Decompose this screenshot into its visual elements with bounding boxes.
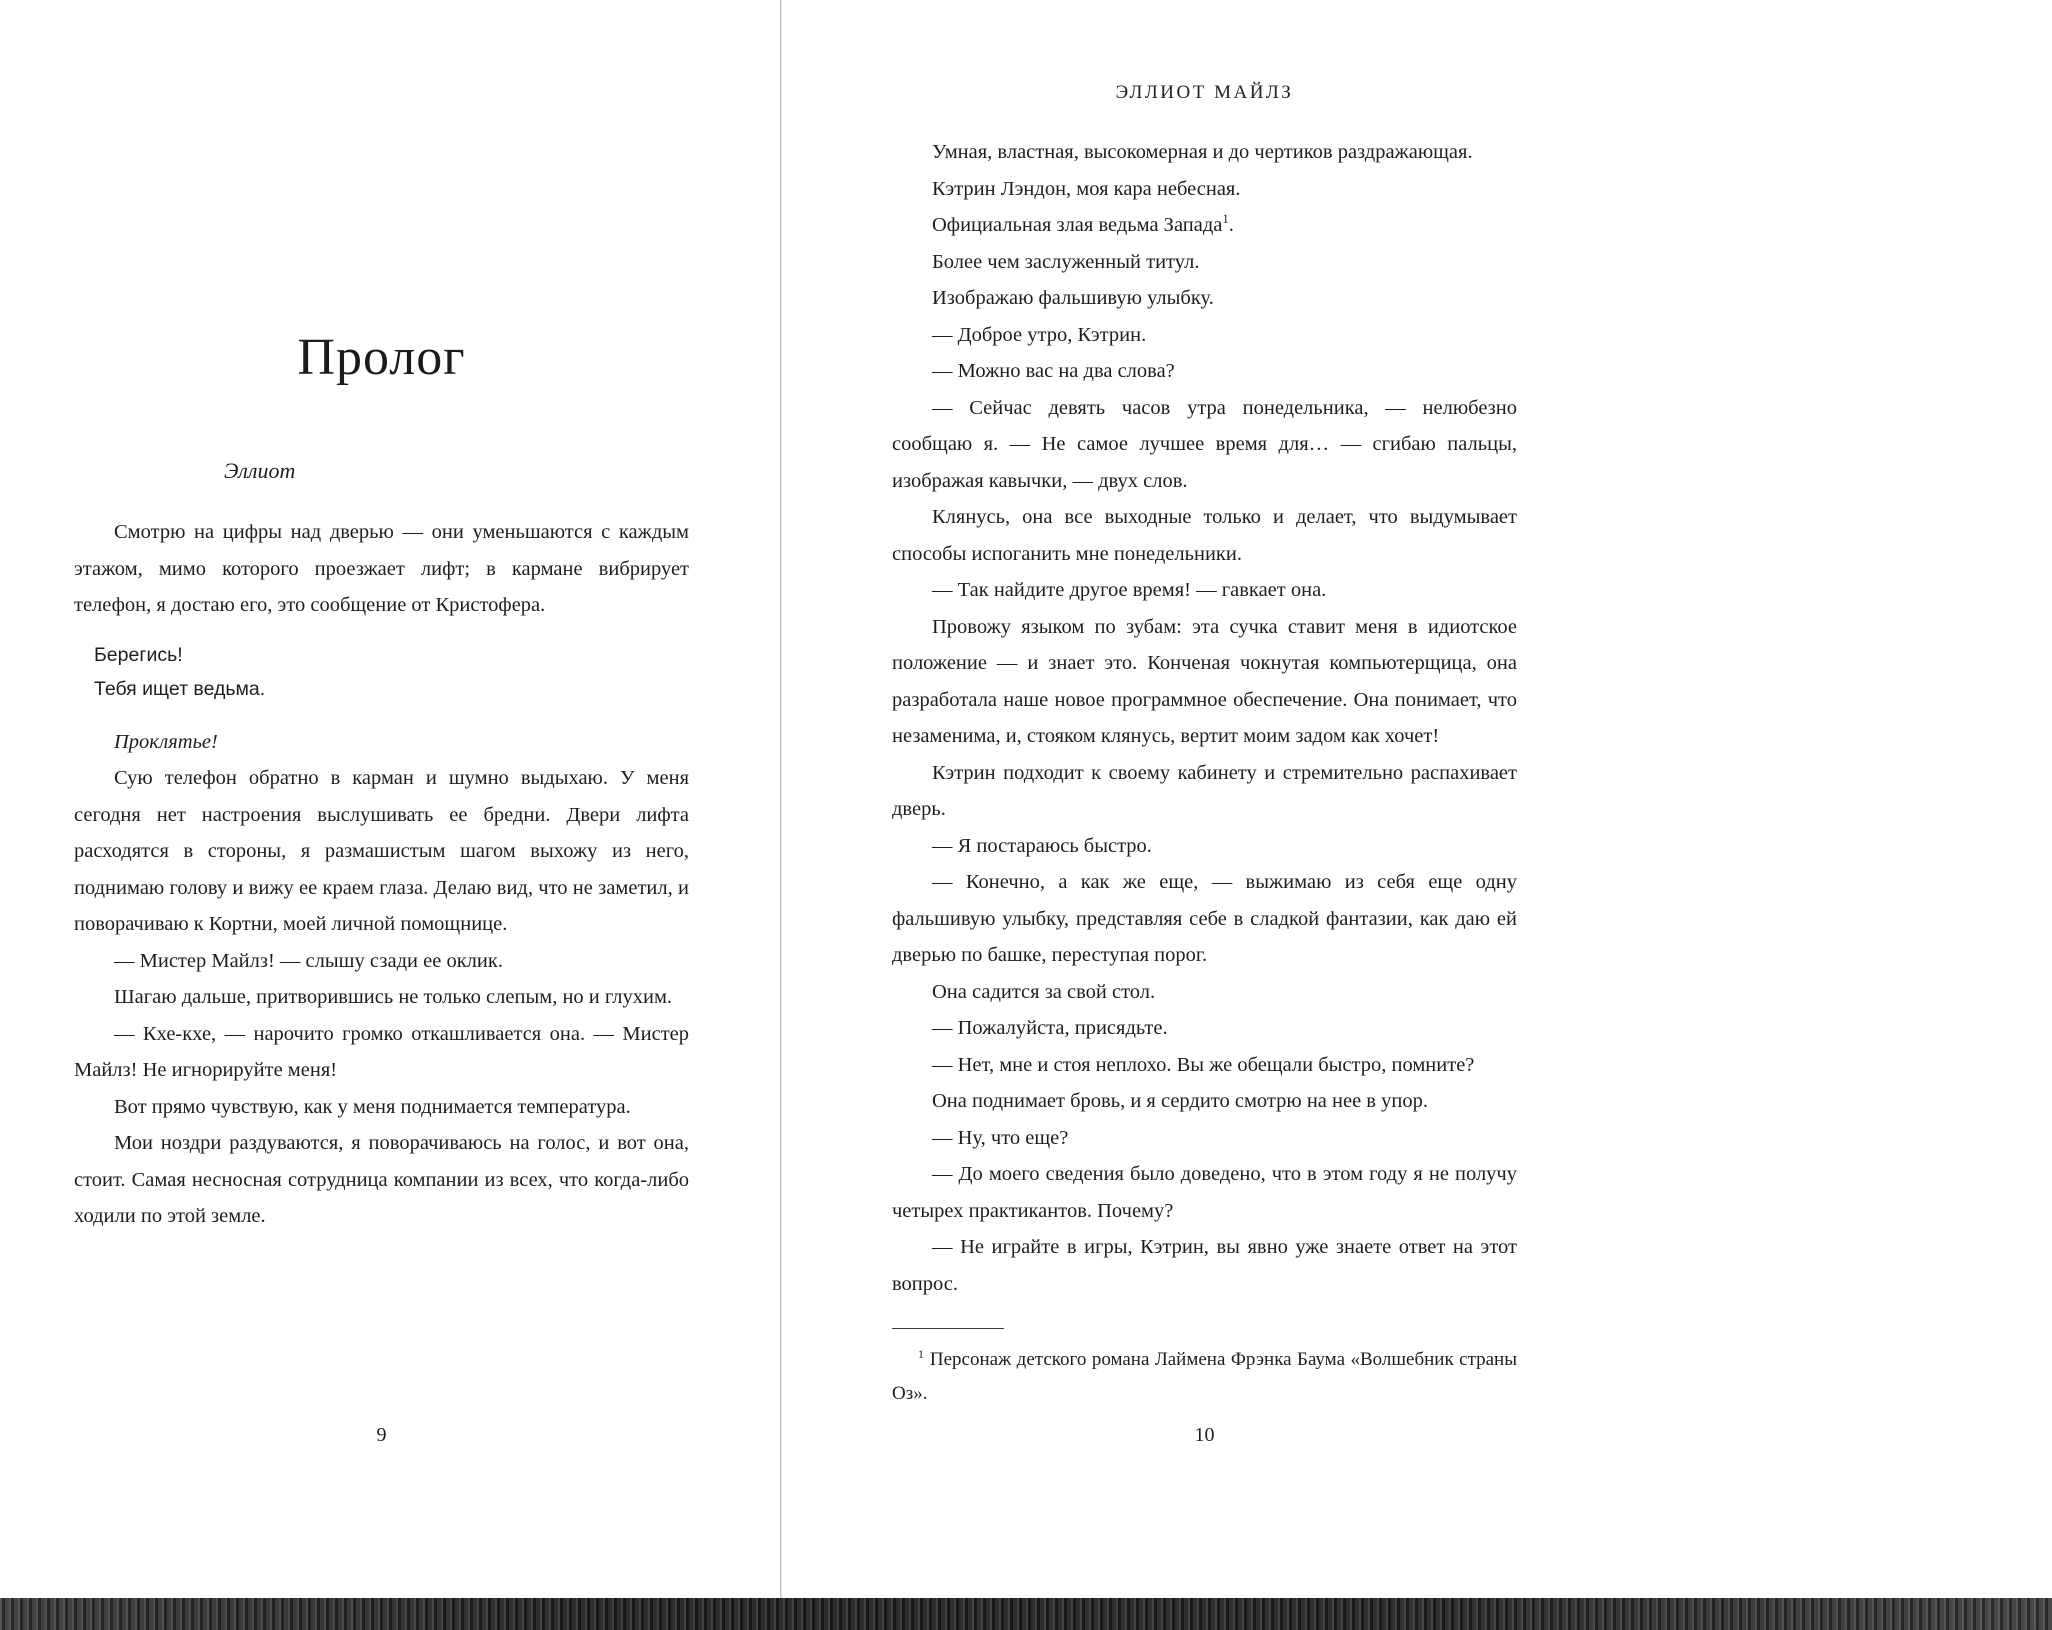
sms-message-block <box>94 638 689 706</box>
paragraph: — Доброе утро, Кэтрин. <box>932 323 1147 346</box>
paragraph: Кэтрин подходит к своему кабинету и стремительно распахивает дверь. <box>892 761 1517 820</box>
paragraph-text: . <box>1228 214 1234 236</box>
footnote-divider <box>892 1328 1004 1329</box>
footnote-text <box>892 1343 1517 1411</box>
paragraph: — Сейчас девять часов утра понедельника, — нелюбезно сообщаю я. — Не самое лучшее время для… — сгибаю пальцы, изображая кавычки, — двух слов. <box>892 396 1517 492</box>
paragraph: Она поднимает бровь, и я сердито смотрю на нее в упор. <box>932 1090 1428 1112</box>
paragraph-text: Официальная злая ведьма Запада <box>932 214 1223 236</box>
paragraph: Умная, властная, высокомерная и до чертиков раздражающая. <box>932 141 1473 163</box>
footnote <box>892 1328 1517 1411</box>
paragraph: Шагаю дальше, притворившись не только слепым, но и глухим. <box>114 986 673 1008</box>
right-page <box>892 0 1517 1598</box>
paragraph: — Нет, мне и стоя неплохо. Вы же обещали быстро, помните? <box>932 1053 1475 1076</box>
page-number: 10 <box>1194 1424 1215 1446</box>
paragraph: Кэтрин Лэндон, моя кара небесная. <box>932 177 1241 200</box>
chapter-subtitle: Эллиот <box>224 458 296 483</box>
footnote-reference: 1 <box>1222 212 1229 227</box>
left-page <box>74 0 689 1598</box>
paragraph: — Пожалуйста, присядьте. <box>932 1017 1168 1039</box>
paragraph: — Ну, что еще? <box>932 1126 1069 1149</box>
paragraph: — Так найдите другое время! — гавкает она. <box>932 579 1327 601</box>
paragraph: Она садится за свой стол. <box>932 980 1156 1003</box>
paragraph: Клянусь, она все выходные только и делает, что выдумывает способы испоганить мне понедельники. <box>892 506 1517 565</box>
paragraph: — Конечно, а как же еще, — выжимаю из себя еще одну фальшивую улыбку, представляя себе в сладкой фантазии, как даю ей дверью по башке, переступая порог. <box>892 871 1517 966</box>
paragraph: — Не играйте в игры, Кэтрин, вы явно уже знаете ответ на этот вопрос. <box>892 1236 1517 1295</box>
paragraph: — Мистер Майлз! — слышу сзади ее оклик. <box>114 949 503 972</box>
running-header: ЭЛЛИОТ МАЙЛЗ <box>1115 82 1294 103</box>
footnote-body: Персонаж детского романа Лаймена Фрэнка Баума «Волшебник страны Оз». <box>892 1349 1517 1404</box>
page-divider <box>780 0 782 1600</box>
paragraph: Сую телефон обратно в карман и шумно выдыхаю. У меня сегодня нет настроения выслушивать ее бредни. Двери лифта расходятся в стороны, я размашистым шагом выхожу из него, поднимаю голову и вижу ее краем глаза. Делаю вид, что не заметил, и поворачиваю к Кортни, моей личной помощнице. <box>74 767 689 935</box>
exclamation-paragraph: Проклятье! <box>114 730 218 753</box>
paragraph: — Можно вас на два слова? <box>932 360 1175 382</box>
page-number: 9 <box>376 1424 387 1446</box>
paragraph: — До моего сведения было доведено, что в этом году я не получу четырех практикантов. Почему? <box>892 1163 1517 1222</box>
sms-message-line: Берегись! <box>94 643 183 666</box>
paragraph: Смотрю на цифры над дверью — они уменьшаются с каждым этажом, мимо которого проезжает лифт; в кармане вибрирует телефон, я достаю его, это сообщение от Кристофера. <box>74 521 689 616</box>
paragraph: Более чем заслуженный титул. <box>932 250 1200 273</box>
paragraph: — Я постараюсь быстро. <box>932 834 1152 857</box>
paragraph: Вот прямо чувствую, как у меня поднимается температура. <box>114 1095 631 1118</box>
paragraph: Провожу языком по зубам: эта сучка ставит меня в идиотское положение — и знает это. Конченая чокнутая компьютерщица, она разработала наше новое программное обеспечение. Она понимает, что незаменима, и, стояком клянусь, вертит моим задом как хочет! <box>892 615 1517 747</box>
footnote-marker: 1 <box>918 1347 924 1361</box>
page-bottom-edge <box>0 1598 2052 1630</box>
paragraph: Мои ноздри раздуваются, я поворачиваюсь на голос, и вот она, стоит. Самая несносная сотрудница компании из всех, что когда-либо ходили по этой земле. <box>74 1132 689 1227</box>
paragraph: — Кхе-кхе, — нарочито громко откашливается она. — Мистер Майлз! Не игнорируйте меня! <box>74 1022 689 1081</box>
paragraph: Изображаю фальшивую улыбку. <box>932 287 1214 309</box>
sms-message-line: Тебя ищет ведьма. <box>94 677 266 700</box>
paragraph <box>892 207 1517 244</box>
chapter-title: Пролог <box>297 329 466 386</box>
